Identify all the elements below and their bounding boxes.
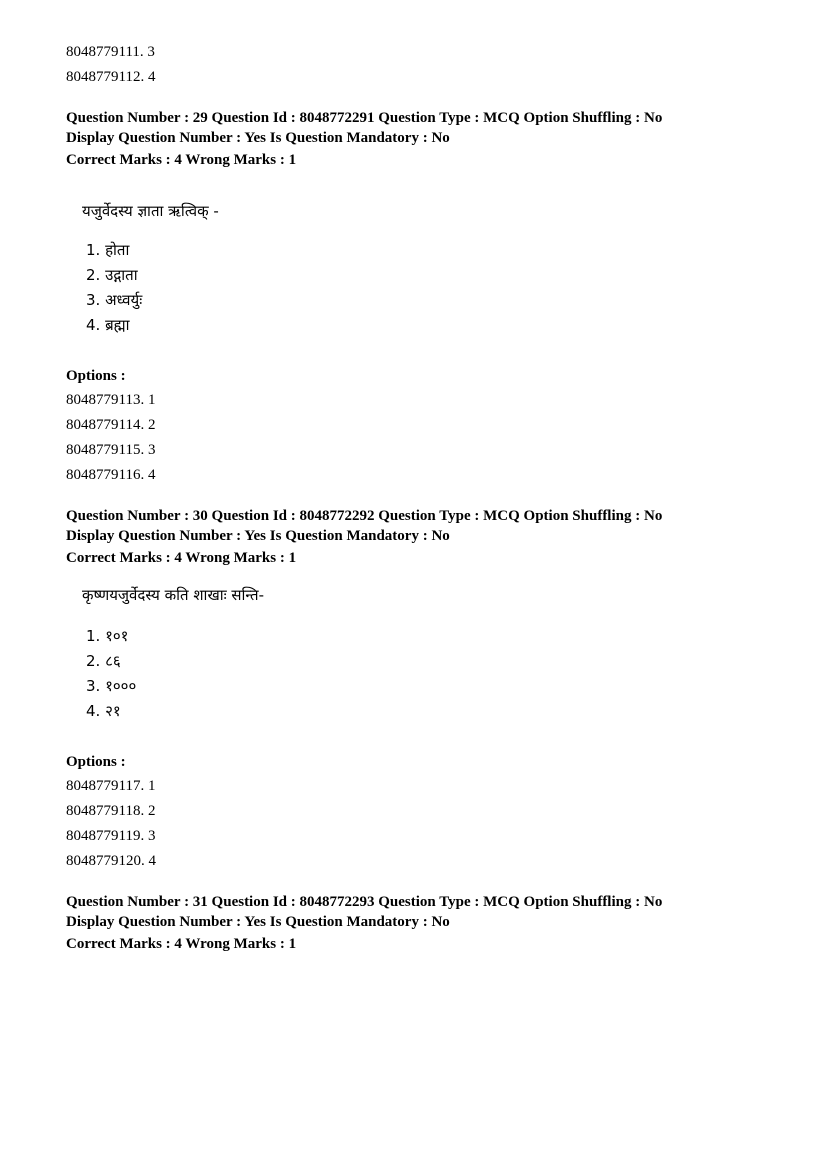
question-text: कृष्णयजुर्वेदस्य कति शाखाः सन्ति- xyxy=(82,586,265,604)
option-line: 8048779111. 3 xyxy=(66,44,155,60)
question-block-29 xyxy=(66,108,766,488)
option-line: 8048779115. 3 xyxy=(66,442,156,458)
choice-list xyxy=(66,624,766,724)
option-line: 8048779116. 4 xyxy=(66,467,156,483)
choice-item: 2. उद्गाता xyxy=(86,266,138,284)
previous-options xyxy=(66,40,766,90)
option-line: 8048779114. 2 xyxy=(66,417,156,433)
question-header: Question Number : 30 Question Id : 8048772292 Question Type : MCQ Option Shuffling : No Display Question Number : Yes Is Question Mandatory : No xyxy=(66,508,663,544)
question-header: Question Number : 31 Question Id : 8048772293 Question Type : MCQ Option Shuffling : No Display Question Number : Yes Is Question Mandatory : No xyxy=(66,894,663,930)
choice-item: 3. १००० xyxy=(86,677,137,695)
question-marks: Correct Marks : 4 Wrong Marks : 1 xyxy=(66,152,297,168)
choice-item: 3. अध्वर्युः xyxy=(86,291,143,309)
question-marks: Correct Marks : 4 Wrong Marks : 1 xyxy=(66,936,297,952)
question-block-30 xyxy=(66,506,766,874)
options-label: Options : xyxy=(66,368,126,384)
choice-list xyxy=(66,238,766,338)
option-line: 8048779112. 4 xyxy=(66,69,156,85)
question-text: यजुर्वेदस्य ज्ञाता ऋत्विक् - xyxy=(82,202,219,220)
options-label: Options : xyxy=(66,754,126,770)
choice-item: 1. होता xyxy=(86,241,130,259)
choice-item: 4. ब्रह्मा xyxy=(86,316,130,334)
option-line: 8048779119. 3 xyxy=(66,828,156,844)
question-marks: Correct Marks : 4 Wrong Marks : 1 xyxy=(66,550,297,566)
choice-item: 1. १०१ xyxy=(86,627,129,645)
document-page xyxy=(66,40,766,956)
question-header: Question Number : 29 Question Id : 8048772291 Question Type : MCQ Option Shuffling : No Display Question Number : Yes Is Question Mandatory : No xyxy=(66,110,663,146)
option-line: 8048779118. 2 xyxy=(66,803,156,819)
option-line: 8048779117. 1 xyxy=(66,778,156,794)
choice-item: 2. ८६ xyxy=(86,652,121,670)
question-block-31 xyxy=(66,892,766,956)
choice-item: 4. २१ xyxy=(86,702,121,720)
option-line: 8048779120. 4 xyxy=(66,853,156,869)
option-line: 8048779113. 1 xyxy=(66,392,156,408)
